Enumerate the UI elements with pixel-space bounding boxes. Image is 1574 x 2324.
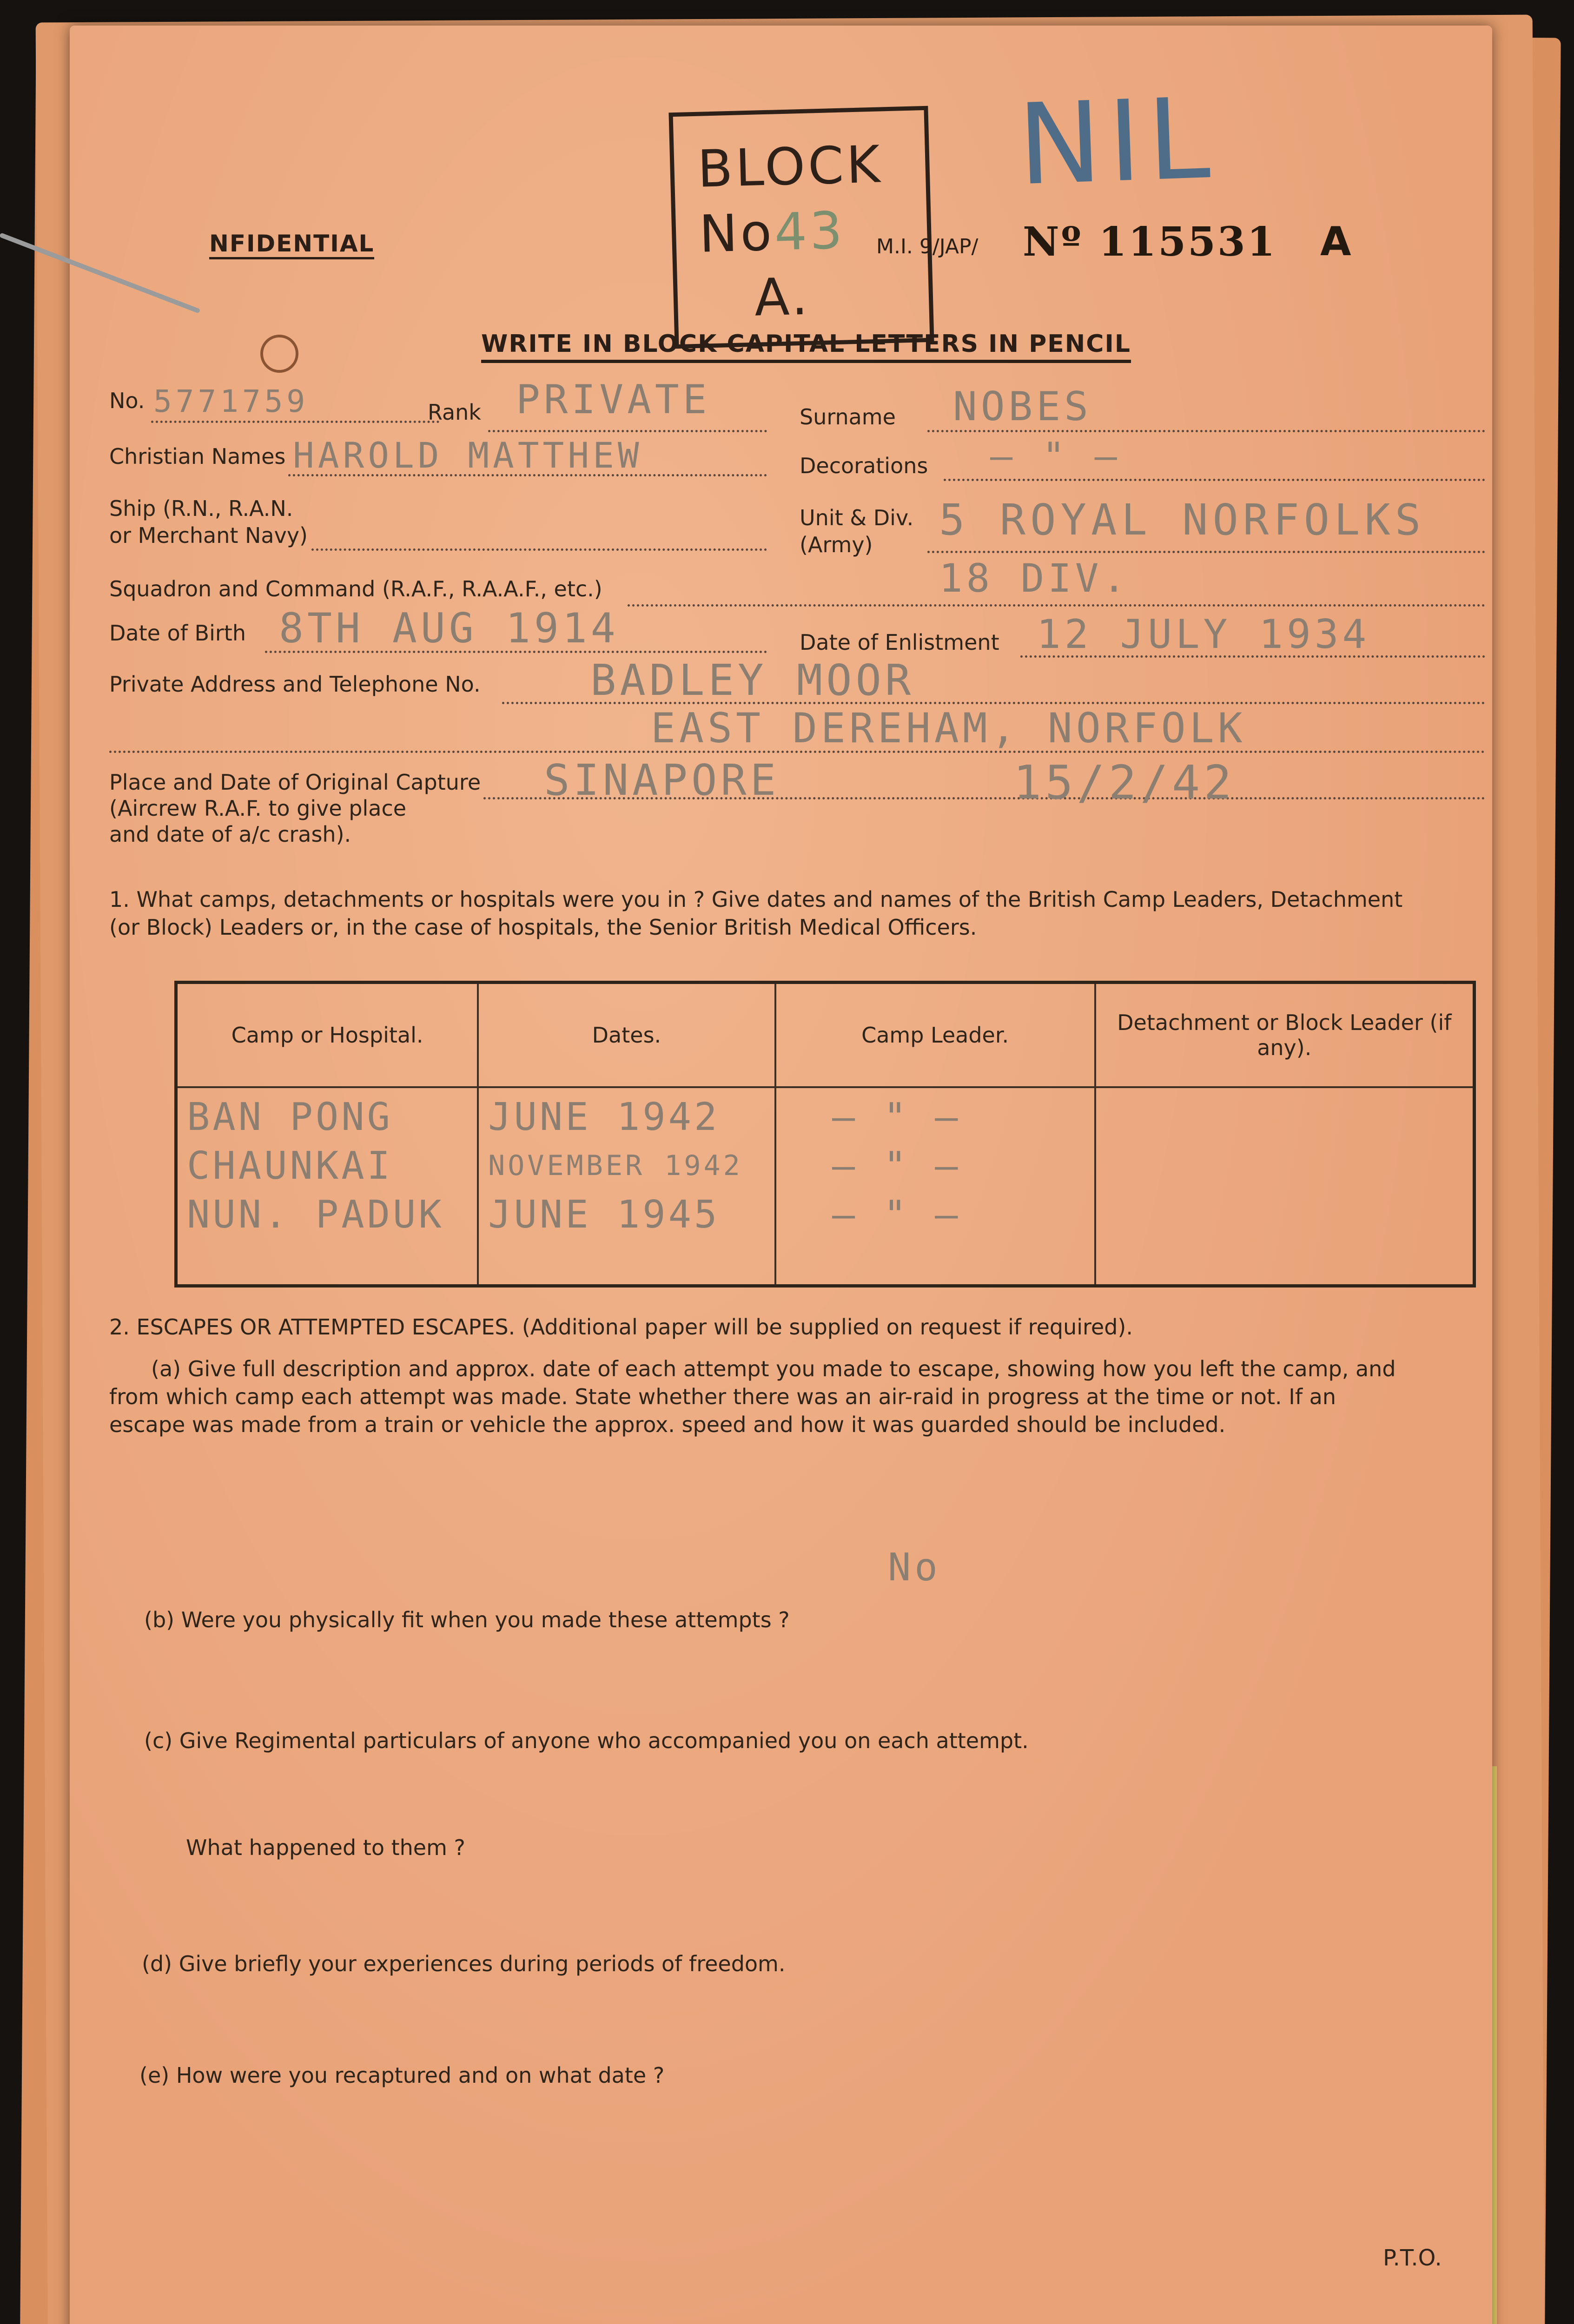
serial-prefix: Nº	[1023, 218, 1083, 265]
serial-value: 115531	[1098, 218, 1277, 265]
question-2a-line3: escape was made from a train or vehicle the approx. speed and how it was guarded should be included.	[109, 1412, 1226, 1437]
classification-label: NFIDENTIAL	[209, 230, 374, 259]
decorations-label: Decorations	[800, 453, 928, 478]
no-line	[151, 421, 439, 423]
camp-cell: BAN PONG	[187, 1095, 393, 1139]
stamp-number	[699, 201, 846, 264]
enlistment-label: Date of Enlistment	[800, 630, 999, 655]
question-2a-line1: (a) Give full description and approx. date of each attempt you made to escape, showing how you left the camp, and	[151, 1356, 1396, 1381]
serial-suffix: A	[1320, 218, 1351, 265]
date-cell: JUNE 1942	[488, 1095, 720, 1139]
camp-column	[176, 1087, 478, 1286]
unit-label-line2: (Army)	[800, 532, 873, 557]
no-value: 5771759	[153, 383, 309, 419]
question-2b: (b) Were you physically fit when you made these attempts ?	[144, 1607, 790, 1632]
rank-label: Rank	[428, 400, 481, 425]
leader-cell: — " —	[832, 1144, 961, 1188]
christian-names-value: HAROLD MATTHEW	[293, 435, 643, 476]
enlistment-value: 12 JULY 1934	[1037, 611, 1370, 658]
camp-table-header-row	[176, 983, 1475, 1088]
unit-value: 5 ROYAL NORFOLKS	[939, 495, 1426, 545]
pto-label: P.T.O.	[1383, 2245, 1442, 2271]
leader-cell: — " —	[832, 1193, 961, 1237]
question-2e: (e) How were you recaptured and on what date ?	[139, 2063, 665, 2088]
surname-label: Surname	[800, 404, 896, 429]
camp-table-body	[176, 1087, 1475, 1286]
date-cell: NOVEMBER 1942	[488, 1149, 743, 1182]
document-sheet	[70, 26, 1492, 2324]
ship-label	[109, 495, 308, 549]
rank-line	[488, 430, 767, 432]
dob-label: Date of Birth	[109, 621, 246, 646]
dob-value: 8TH AUG 1914	[279, 604, 619, 652]
stamp-no-prefix: No	[698, 202, 775, 264]
detachment-column	[1095, 1087, 1475, 1286]
decorations-line	[944, 479, 1485, 481]
division-value: 18 DIV.	[939, 555, 1130, 601]
question-2d: (d) Give briefly your experiences during periods of freedom.	[142, 1951, 786, 1976]
question-2-heading: 2. ESCAPES OR ATTEMPTED ESCAPES. (Additional paper will be supplied on request if required).	[109, 1314, 1133, 1340]
camp-leader-header: Camp Leader.	[775, 983, 1095, 1088]
capture-label-line1: Place and Date of Original Capture	[109, 770, 481, 795]
capture-label-line2: (Aircrew R.A.F. to give place	[109, 796, 407, 821]
squadron-label: Squadron and Command (R.A.F., R.A.A.F., etc.)	[109, 576, 602, 601]
capture-label	[109, 769, 481, 847]
question-1-line1: 1. What camps, detachments or hospitals were you in ? Give dates and names of the British Camp Leaders, Detachment	[109, 887, 1403, 912]
camp-table	[174, 981, 1476, 1287]
unit-label-line1: Unit & Div.	[800, 505, 914, 530]
capture-date-value: 15/2/42	[1013, 755, 1236, 810]
question-1-line2: (or Block) Leaders or, in the case of hospitals, the Senior British Medical Officers.	[109, 915, 977, 940]
ship-label-line1: Ship (R.N., R.A.N.	[109, 496, 293, 521]
unit-line	[927, 551, 1485, 553]
instruction-title: WRITE IN BLOCK CAPITAL LETTERS IN PENCIL	[481, 330, 1131, 363]
question-2a-answer: No	[888, 1545, 941, 1590]
stamp-letter: A.	[754, 266, 811, 328]
camp-cell: NUN. PADUK	[187, 1193, 444, 1237]
camp-header: Camp or Hospital.	[176, 983, 478, 1088]
camp-leader-column	[775, 1087, 1095, 1286]
camp-cell: CHAUNKAI	[187, 1144, 393, 1188]
detachment-header: Detachment or Block Leader (if any).	[1095, 983, 1475, 1088]
capture-label-line3: and date of a/c crash).	[109, 822, 351, 847]
stamp-no-value: 43	[774, 200, 846, 262]
mi-reference: M.I. 9/JAP/	[876, 235, 979, 258]
decorations-value: — " —	[990, 435, 1121, 478]
dates-header: Dates.	[478, 983, 775, 1088]
rank-value: PRIVATE	[516, 376, 711, 423]
address-value-1: BADLEY MOOR	[590, 655, 915, 705]
nil-annotation: NIL	[1016, 73, 1218, 211]
address-label: Private Address and Telephone No.	[109, 672, 481, 697]
detachment-cell	[1105, 1093, 1463, 1142]
capture-place-value: SINAPORE	[544, 755, 780, 805]
ship-line	[311, 548, 767, 551]
surname-value: NOBES	[953, 383, 1092, 430]
unit-label	[800, 504, 913, 558]
question-2c-followup: What happened to them ?	[186, 1835, 465, 1860]
punch-hole	[260, 335, 298, 373]
christian-names-label: Christian Names	[109, 444, 286, 469]
stamp-block-text: BLOCK	[696, 134, 884, 199]
question-2c: (c) Give Regimental particulars of anyone who accompanied you on each attempt.	[144, 1728, 1029, 1753]
squadron-line	[628, 604, 1485, 607]
surname-line	[927, 430, 1485, 432]
question-2a-line2: from which camp each attempt was made. State whether there was an air-raid in progress at the time or not. If an	[109, 1384, 1336, 1409]
detachment-cell	[1105, 1142, 1463, 1190]
date-cell: JUNE 1945	[488, 1193, 720, 1237]
question-2a	[109, 1355, 1396, 1439]
address-value-2: EAST DEREHAM, NORFOLK	[651, 704, 1246, 752]
question-1	[109, 885, 1402, 941]
block-stamp	[668, 106, 934, 349]
leader-cell: — " —	[832, 1095, 961, 1139]
detachment-cell	[1105, 1190, 1463, 1239]
serial-number	[1023, 218, 1277, 265]
ship-label-line2: or Merchant Navy)	[109, 523, 308, 548]
dates-column	[478, 1087, 775, 1286]
no-label: No.	[109, 388, 145, 413]
